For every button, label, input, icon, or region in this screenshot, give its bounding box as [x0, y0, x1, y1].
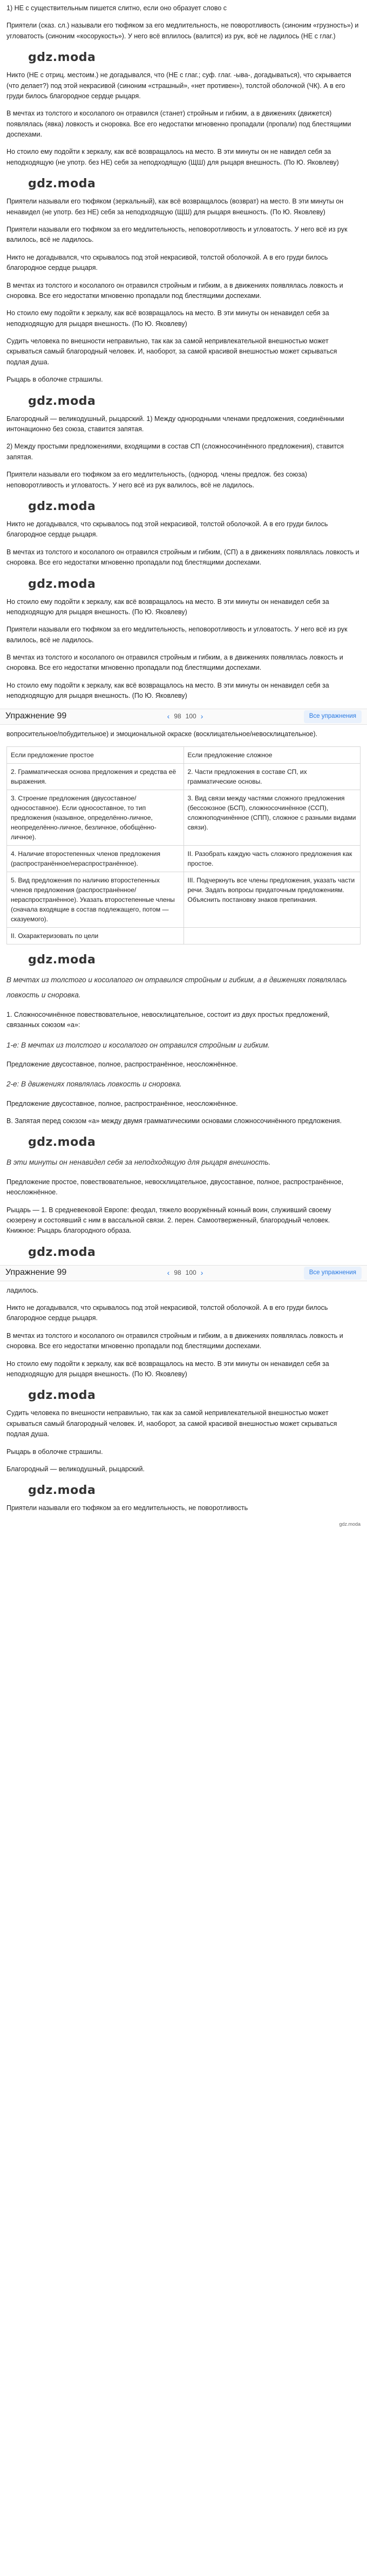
table-cell: 3. Строение предложения (двусоставное/односоставное). Если односоставное, то тип предложения (назывное, определённо-личное, неопределённо-личное, безличное, обобщённо-личное). [7, 790, 184, 845]
sentence-analysis: В эти минуты он ненавидел себя за неподходящую для рыцаря внешность. [6, 1158, 271, 1167]
table-cell: II. Разобрать каждую часть сложного предложения как простое. [184, 845, 361, 872]
paragraph: В мечтах из толстого и косолапого он отравился стройным и гибким, а в движениях появлялась ловкость и сноровка. Все его недостатки мгновенно пропадали под блестящими доспехами. [6, 654, 343, 672]
paragraph: Но стоило ему подойти к зеркалу, как всё возвращалось на место. В эти минуты он ненавидел себя за неподходящую для рыцаря внешность. (По Ю. Яковлеву) [6, 309, 329, 328]
paragraph: 1. Сложносочинённое повествовательное, невосклицательное, состоит из двух простых предложений, связанных союзом «а»: [6, 1010, 330, 1029]
exercise-pager [167, 1267, 203, 1279]
paragraph: Но стоило ему подойти к зеркалу, как всё возвращалось на место. В эти минуты он не навидел себя за неподходящую (не употр. без НЕ) себя за неподходящую (ЩШ) для рыцаря внешность. (По Ю. Яковлеву) [6, 148, 339, 166]
paragraph: Предложение простое, повествовательное, невосклицательное, двусоставное, полное, распространённое, неосложнённое. [6, 1178, 344, 1197]
paragraph: В. Запятая перед союзом «а» между двумя грамматическими основами сложносочинённого предложения. [6, 1117, 342, 1125]
paragraph: Благородный — великодушный, рыцарский. [6, 1465, 145, 1473]
table-cell: 3. Вид связи между частями сложного предложения (бессоюзное (БСП), сложносочинённое (ССП), сложноподчинённое (СПП), сложное с разными видами связи). [184, 790, 361, 845]
table-row [7, 746, 361, 763]
watermark: gdz.moda [28, 499, 96, 513]
paragraph: Приятели называли его тюфяком за его медлительность, неповоротливость и угловатость. У него всё из рук валилось, всё не ладилось. [6, 626, 348, 644]
table-row [7, 763, 361, 790]
chevron-right-icon[interactable]: › [200, 1268, 203, 1277]
watermark: gdz.moda [28, 1389, 96, 1403]
paragraph: В мечтах из толстого и косолапого он отравился стройным и гибким, а в движениях появлялась ловкость и сноровка. Все его недостатки мгновенно пропадали под блестящими доспехами. [6, 281, 343, 300]
paragraph: Приятели (сказ. сл.) называли его тюфяком за его медлительность, не поворотливость (синоним «грузность») и угловатость (синоним «косорукость»). У него всё вплилось (валится) из рук, всё не ладилось (НЕ с глаг.) [6, 22, 359, 40]
middle-section [6, 729, 361, 1262]
watermark: gdz.moda [28, 51, 96, 65]
intro-text: вопросительное/побудительное) и эмоциональной окраске (восклицательное/невосклицательное). [6, 730, 318, 738]
table-row [7, 872, 361, 927]
next-exercise-link[interactable]: 100 [185, 1269, 196, 1277]
paragraph: Но стоило ему подойти к зеркалу, как всё возвращалось на место. В эти минуты он ненавидел себя за неподходящую для рыцаря внешность. (По Ю. Яковлеву) [6, 597, 329, 616]
table-cell: 2. Части предложения в составе СП, их грамматические основы. [184, 763, 361, 790]
paragraph: Рыцарь — 1. В средневековой Европе: феодал, тяжело вооружённый конный воин, служивший своему сюзерену и состоявший с ним в вассальной связи. 2. перен. Самоотверженный, благородный человек. Книжное: Рыцарь благородного образа. [6, 1206, 331, 1235]
paragraph: Никто не догадывался, что скрывалось под этой некрасивой, толстой оболочкой. А в его груди билось благородное сердце рыцаря. [6, 253, 328, 272]
all-exercises-button[interactable]: Все упражнения [304, 1267, 362, 1280]
table-row [7, 790, 361, 845]
exercise-title: Упражнение 99 [5, 1268, 67, 1277]
prev-exercise-link[interactable]: 98 [174, 712, 181, 721]
watermark: gdz.moda [28, 953, 96, 967]
paragraph: 1) НЕ с существительным пишется слитно, если оно образует слово с [6, 4, 227, 12]
watermark: gdz.moda [28, 1484, 96, 1498]
exercise-nav-bar [0, 709, 367, 725]
table-cell: II. Охарактеризовать по цели [7, 927, 184, 944]
watermark: gdz.moda [28, 394, 96, 408]
paragraph: Судить человека по внешности неправильно, так как за самой непривлекательной внешностью может скрываться самый благородный человек. И, наоборот, за самой красивой внешностью может скрываться подлая душа. [6, 337, 337, 366]
exercise-pager [167, 711, 203, 723]
table-cell [184, 927, 361, 944]
paragraph: 2) Между простыми предложениями, входящими в состав СП (сложносочинённого предложения), ставится запятая. [6, 443, 344, 461]
paragraph: В мечтах из толстого и косолапого он отравился стройным и гибким, (СП) а в движениях появлялась ловкость и сноровка. Все его недостатки мгновенно пропадали под блестящими доспехами. [6, 548, 359, 567]
parsing-table [6, 746, 361, 944]
chevron-right-icon[interactable]: › [200, 711, 203, 721]
watermark: gdz.moda [28, 1136, 96, 1150]
table-cell: 4. Наличие второстепенных членов предложения (распространённое/нераспространённое). [7, 845, 184, 872]
paragraph: Предложение двусоставное, полное, распространённое, неосложнённое. [6, 1060, 238, 1068]
paragraph: Приятели называли его тюфяком за его медлительность, неповоротливость и угловатость. У него всё из рук валилось, всё не ладилось. [6, 226, 348, 244]
watermark-small: gdz.moda [339, 1521, 361, 1527]
watermark: gdz.moda [28, 1245, 96, 1259]
paragraph: Никто (НЕ с отриц. местоим.) не догадывался, что (НЕ с глаг.; суф. глаг. -ыва-, догадываться), что скрывается (что делает?) под этой некрасивой (синоним «страшный», «нет противен»), толстой оболочкой (ЧК). А в его груди билось благородное сердце рыцаря. [6, 71, 351, 100]
chevron-left-icon[interactable]: ‹ [167, 1268, 170, 1277]
paragraph: Никто не догадывался, что скрывалось под этой некрасивой, толстой оболочкой. А в его груди билось благородное сердце рыцаря. [6, 1304, 328, 1322]
watermark: gdz.moda [28, 577, 96, 591]
paragraph: ладилось. [6, 1286, 39, 1294]
table-cell: Если предложение простое [7, 746, 184, 763]
bottom-section [6, 1286, 361, 1528]
table-row [7, 927, 361, 944]
table-cell: 2. Грамматическая основа предложения и средства её выражения. [7, 763, 184, 790]
paragraph: Приятели называли его тюфяком (зеркальный), как всё возвращалось (возврат) на место. В эти минуты он ненавидел (не употр. без НЕ) себя за неподходящую (ЩШ) для рыцаря внешность. (По Ю. Яковлеву) [6, 198, 344, 216]
paragraph: Приятели называли его тюфяком за его медлительность, не поворотливость [6, 1504, 248, 1512]
watermark: gdz.moda [28, 177, 96, 191]
exercise-nav-bar [0, 1265, 367, 1281]
paragraph: Рыцарь в оболочке страшилы. [6, 376, 103, 384]
sentence-analysis: В мечтах из толстого и косолапого он отравился стройным и гибким, а в движениях появлялась ловкость и сноровка. [6, 976, 347, 1000]
top-section [6, 3, 361, 702]
table-cell: Если предложение сложное [184, 746, 361, 763]
paragraph: В мечтах из толстого и косолапого он отравился стройным и гибким, а в движениях появлялась ловкость и сноровка. Все его недостатки мгновенно пропадали под блестящими доспехами. [6, 1331, 343, 1350]
paragraph: Судить человека по внешности неправильно, так как за самой непривлекательной внешностью может скрываться самый благородный человек. И, наоборот, за самой красивой внешностью может скрываться подлая душа. [6, 1409, 337, 1438]
exercise-title: Упражнение 99 [5, 711, 67, 721]
next-exercise-link[interactable]: 100 [185, 712, 196, 721]
paragraph: Рыцарь в оболочке страшилы. [6, 1447, 103, 1456]
chevron-left-icon[interactable]: ‹ [167, 711, 170, 721]
paragraph: Никто не догадывался, что скрывалось под этой некрасивой, толстой оболочкой. А в его груди билось благородное сердце рыцаря. [6, 520, 328, 539]
paragraph: Предложение двусоставное, полное, распространённое, неосложнённое. [6, 1099, 238, 1107]
paragraph: В мечтах из толстого и косолапого он отравился (станет) стройным и гибким, а в движениях (движется) появлялась (явка) ловкость и сноровка. Все его недостатки мгновенно пропадали (пропали) под блестящими доспехами. [6, 110, 351, 139]
paragraph: Благородный — великодушный, рыцарский. 1) Между однородными членами предложения, соединёнными интонационно без союза, ставится запятая. [6, 414, 344, 433]
prev-exercise-link[interactable]: 98 [174, 1269, 181, 1277]
paragraph: Приятели называли его тюфяком за его медлительность, (однород. члены предлож. без союза) неповоротливость и угловатость. У него всё из рук валилось, всё не ладилось. [6, 471, 308, 489]
table-cell: 5. Вид предложения по наличию второстепенных членов предложения (распространённое/нераспространённое). Указать второстепенные члены (сначала входящие в состав подлежащего, потом — сказуемого). [7, 872, 184, 927]
sentence-analysis: 1-е: В мечтах из толстого и косолапого он отравился стройным и гибким. [6, 1041, 270, 1049]
table-cell: III. Подчеркнуть все члены предложения, указать части речи. Задать вопросы придаточным предложениям. Объяснить постановку знаков препинания. [184, 872, 361, 927]
table-row [7, 845, 361, 872]
paragraph: Но стоило ему подойти к зеркалу, как всё возвращалось на место. В эти минуты он ненавидел себя за неподходящую для рыцаря внешность. (По Ю. Яковлеву) [6, 1360, 329, 1378]
all-exercises-button[interactable]: Все упражнения [304, 710, 362, 723]
paragraph: Но стоило ему подойти к зеркалу, как всё возвращалось на место. В эти минуты он ненавидел себя за неподходящую для рыцаря внешность. (По Ю. Яковлеву) [6, 681, 329, 700]
sentence-analysis: 2-е: В движениях появлялась ловкость и сноровка. [6, 1080, 182, 1089]
